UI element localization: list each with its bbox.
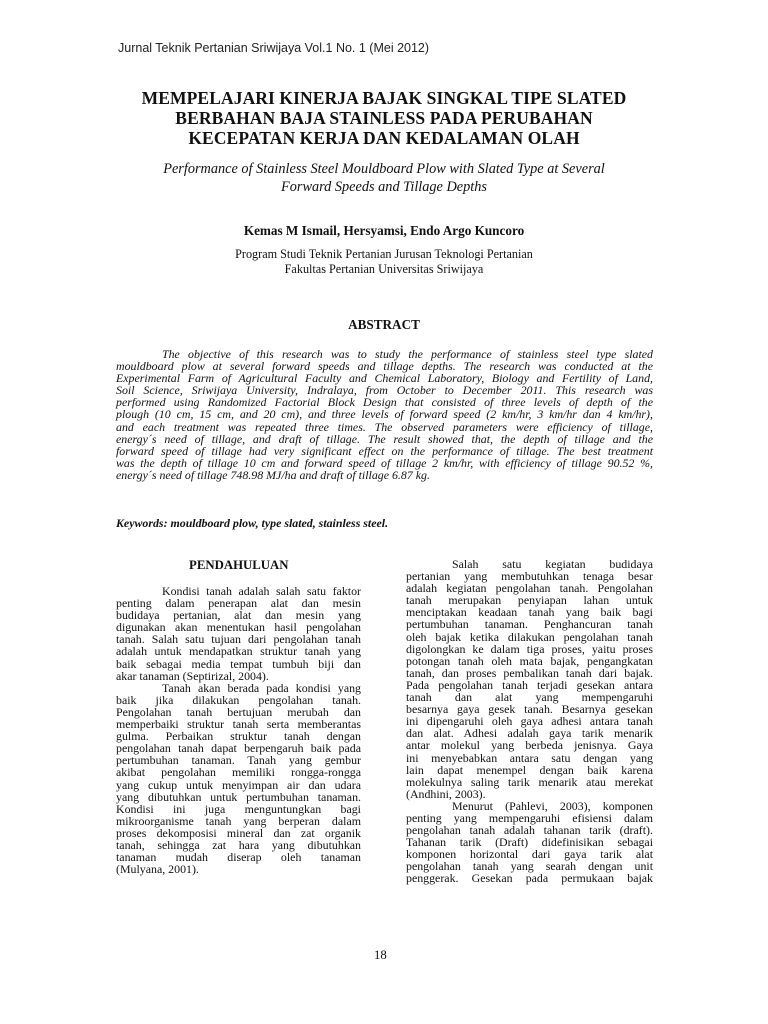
body-line: mikroorganisme tanah yang berperan dalam (116, 813, 361, 828)
affiliation-line: Program Studi Teknik Pertanian Jurusan Teknologi Pertanian (235, 247, 533, 261)
abstract-line: Experimental Farm of Agricultural Faculty and Chemical Laboratory, Biology and Fertility of Land, (116, 371, 653, 386)
body-line: komponen horizontal dari gaya tarik alat (406, 847, 653, 862)
body-line: molekulnya saling tarik menarik atau merekat (406, 774, 653, 789)
affiliation (110, 247, 658, 277)
abstract-line: mouldboard plow at several forward speeds and tillage depths. The research was conducted at the (116, 359, 653, 374)
body-line: baik jika dilakukan pengolahan tanah. (116, 692, 361, 707)
abstract-heading: ABSTRACT (348, 317, 420, 332)
authors: Kemas M Ismail, Hersyamsi, Endo Argo Kuncoro (243, 223, 525, 238)
body-line: tanah. Salah satu tujuan dari pengolahan tanah (116, 632, 361, 647)
body-line: penting dalam penerapan alat dan mesin (116, 596, 361, 611)
body-line: digunakan akan menentukan hasil pengolahan (116, 620, 361, 635)
body-line: pertumbuhan tanaman. Penghancuran tanah (406, 617, 653, 632)
body-line: akibat pengolahan memiliki rongga-rongga (116, 765, 361, 780)
body-line: baik sebagai media tempat tumbuh biji dan (116, 656, 361, 671)
body-line: Tanah akan berada pada kondisi yang (162, 680, 361, 695)
abstract-line: performed using Randomized Factorial Block Design that consisted of three levels of depth of the (116, 395, 653, 410)
body-line: pengolahan tanah yang searah dengan unit (406, 859, 653, 874)
title-line: BERBAHAN BAJA STAINLESS PADA PERUBAHAN (175, 108, 593, 128)
body-line: budidaya pertanian, alat dan mesin yang (116, 608, 361, 623)
body-line: adalah kegiatan pengolahan tanah. Pengolahan (406, 581, 653, 596)
body-line: Pengolahan tanah bertujuan merubah dan (116, 704, 361, 719)
abstract-line: Soil Science, Sriwijaya University, Indralaya, from October to December 2011. This research was (116, 383, 653, 398)
left-column (116, 585, 361, 875)
body-line: digolongkan ke dalam tiga proses, yaitu proses (406, 641, 653, 656)
body-line: tanaman mudah diserap oleh tanaman (116, 850, 361, 865)
body-line: lain dapat menempel dengan baik karena (406, 762, 653, 777)
body-line: tanah dan alat yang mempengaruhi (406, 690, 653, 705)
body-line: gulma. Perbaikan struktur tanah dengan (116, 729, 361, 744)
body-line: tanah merupakan penyiapan lahan untuk (406, 593, 653, 608)
section-heading-pendahuluan: PENDAHULUAN (189, 558, 289, 572)
abstract-line: energy´s need of tillage, and draft of tillage. The result showed that, the depth of tillage and the (116, 431, 653, 446)
body-line: besarnya gaya gesek tanah. Besarnya gesekan (406, 702, 653, 717)
title-line: KECEPATAN KERJA DAN KEDALAMAN OLAH (188, 128, 580, 148)
affiliation-line: Fakultas Pertanian Universitas Sriwijaya (284, 262, 484, 276)
body-line: (Andhini, 2003). (406, 786, 486, 801)
body-line: pertumbuhan tanaman. Tanah yang gembur (116, 753, 361, 768)
body-line: menciptakan keadaan tanah yang baik bagi (406, 605, 653, 620)
body-line: tanah, dan proses pembalikan tanah dari bajak. (406, 665, 653, 680)
body-line: yang cukup untuk menyimpan air dan udara (116, 777, 361, 792)
abstract-line: plough (10 cm, 15 cm, and 20 cm), and three levels of forward speed (2 km/hr, 3 km/hr dan 4 km/hr), (116, 407, 653, 422)
abstract-line: and each treatment was repeated three times. The observed parameters were efficiency of tillage, (116, 419, 653, 434)
body-line: proses dekomposisi mineral dan zat organik (116, 825, 361, 840)
paper-subtitle (110, 160, 658, 196)
body-line: tanah, sehingga zat hara yang dibutuhkan (116, 837, 361, 852)
body-line: (Mulyana, 2001). (116, 862, 199, 877)
title-line: MEMPELAJARI KINERJA BAJAK SINGKAL TIPE SLATED (141, 88, 627, 108)
body-line: penting yang mempengaruhi efisiensi dalam (406, 810, 653, 825)
body-line: ini dipengaruhi oleh gaya adhesi antara tanah (406, 714, 653, 729)
abstract-line: energy´s need of tillage 748.98 MJ/ha and draft of tillage 6.87 kg. (116, 467, 430, 482)
body-line: Kondisi tanah adalah salah satu faktor (162, 584, 361, 598)
body-line: oleh bajak ketika dilakukan pengolahan tanah (406, 629, 653, 644)
body-line: antar molekul yang berbeda jenisnya. Gaya (406, 738, 653, 753)
subtitle-line: Performance of Stainless Steel Mouldboard Plow with Slated Type at Several (163, 161, 605, 177)
body-line: dan alat. Adhesi adalah gaya tarik menarik (406, 726, 653, 741)
body-line: ini menyebabkan antara satu dengan yang (406, 750, 653, 765)
body-line: memperbaiki struktur tanah serta memberantas (116, 717, 361, 732)
page-number: 18 (374, 948, 387, 962)
body-line: Tahanan tarik (Draft) didefinisikan sebagai (406, 835, 653, 850)
body-line: Menurut (Pahlevi, 2003), komponen (452, 798, 653, 813)
abstract-line: was the depth of tillage 10 cm and forward speed of tillage 2 km/hr, with efficiency of tillage 90.52 %, (116, 455, 653, 470)
body-line: akar tanaman (Septirizal, 2004). (116, 668, 269, 683)
body-line: Pada pengolahan tanah terjadi gesekan antara (406, 677, 653, 692)
keywords: Keywords: mouldboard plow, type slated, stainless steel. (116, 516, 389, 530)
subtitle-line: Forward Speeds and Tillage Depths (281, 179, 487, 195)
journal-header: Jurnal Teknik Pertanian Sriwijaya Vol.1 No. 1 (Mei 2012) (118, 41, 430, 55)
body-line: Salah satu kegiatan budidaya (452, 557, 653, 571)
paper-title (110, 88, 658, 148)
right-column (406, 558, 653, 885)
body-line: yang dibutuhkan untuk pertumbuhan tanaman. (116, 789, 361, 804)
body-line: pengolahan tanah dapat berpengaruh baik pada (116, 741, 361, 756)
body-line: pertanian yang membutuhkan tenaga besar (406, 569, 653, 584)
abstract-line: The objective of this research was to study the performance of stainless steel type slated (162, 347, 653, 361)
body-line: Kondisi ini juga menguntungkan bagi (116, 801, 361, 816)
body-line: adalah untuk mendapatkan struktur tanah yang (116, 644, 361, 659)
abstract-line: forward speed of tillage had very significant effect on the performance of tillage. The best treatment (116, 443, 653, 458)
abstract-body (116, 348, 653, 481)
body-line: pengolahan tanah adalah tahanan tarik (draft). (406, 823, 653, 838)
body-line: potongan tanah oleh mata bajak, pengangkatan (406, 653, 653, 668)
body-line: penggerak. Gesekan pada permukaan bajak (406, 871, 653, 886)
